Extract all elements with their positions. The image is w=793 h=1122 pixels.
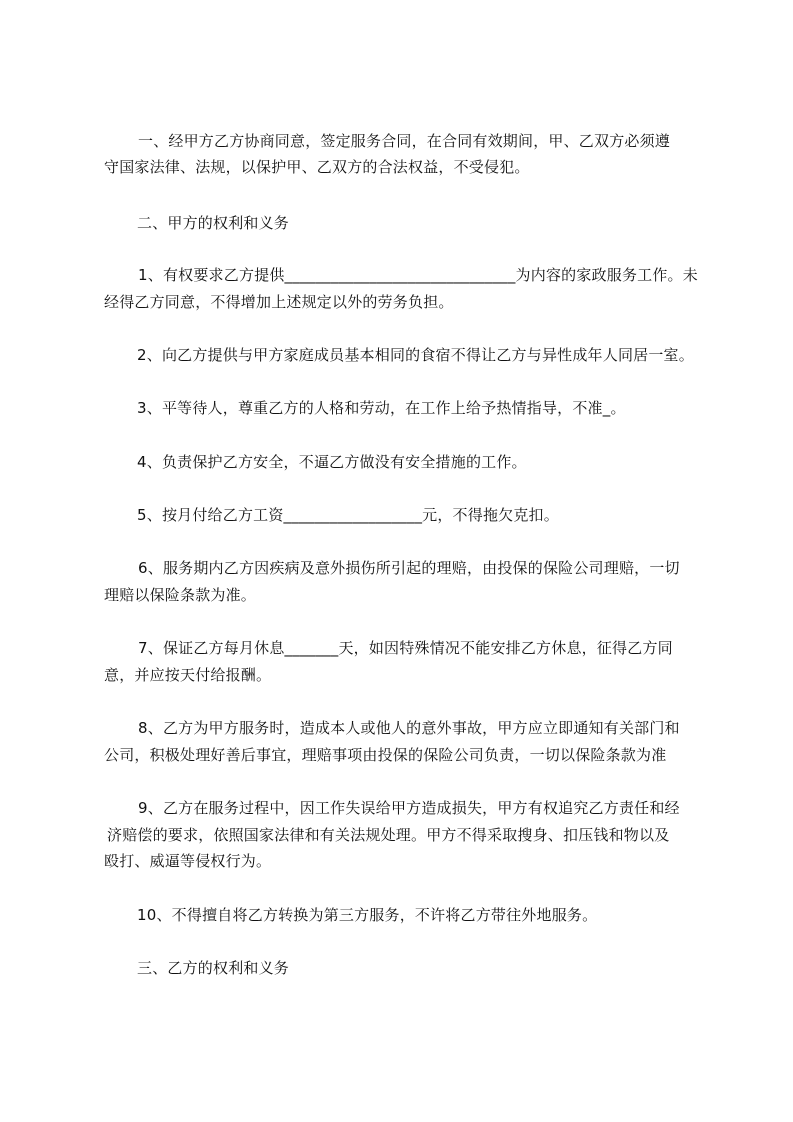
item-9-line-2: 济赔偿的要求，依照国家法律和有关法规处理。甲方不得采取搜身、扣压钱和物以及 bbox=[107, 826, 670, 844]
item-1-line-1: 1、有权要求乙方提供______________________________为内容的家政服务工作。未 bbox=[138, 266, 698, 284]
item-4-line: 4、负责保护乙方安全，不逼乙方做没有安全措施的工作。 bbox=[137, 453, 527, 471]
item-9-line-1: 9、乙方在服务过程中，因工作失误给甲方造成损失，甲方有权追究乙方责任和经 bbox=[138, 799, 680, 817]
clause-1-line-2: 守国家法律、法规，以保护甲、乙双方的合法权益，不受侵犯。 bbox=[104, 158, 530, 176]
item-2-line: 2、向乙方提供与甲方家庭成员基本相同的食宿不得让乙方与异性成年人同居一室。 bbox=[137, 346, 694, 364]
item-8-line-1: 8、乙方为甲方服务时，造成本人或他人的意外事故，甲方应立即通知有关部门和 bbox=[138, 719, 680, 737]
item-7-line-1: 7、保证乙方每月休息_______天，如因特殊情况不能安排乙方休息，征得乙方同 bbox=[138, 639, 673, 657]
item-6-line-2: 理赔以保险条款为准。 bbox=[104, 586, 257, 604]
section-3-heading: 三、乙方的权利和义务 bbox=[137, 959, 290, 977]
item-6-line-1: 6、服务期内乙方因疾病及意外损伤所引起的理赔，由投保的保险公司理赔，一切 bbox=[138, 559, 680, 577]
item-9-line-3: 殴打、威逼等侵权行为。 bbox=[104, 852, 272, 870]
item-10-line: 10、不得擅自将乙方转换为第三方服务，不许将乙方带往外地服务。 bbox=[137, 906, 598, 924]
item-5-line: 5、按月付给乙方工资__________________元，不得拖欠克扣。 bbox=[137, 506, 559, 524]
item-7-line-2: 意，并应按天付给报酬。 bbox=[104, 666, 272, 684]
item-3-line: 3、平等待人，尊重乙方的人格和劳动，在工作上给予热情指导，不准_。 bbox=[137, 399, 626, 417]
item-1-line-2: 经得乙方同意，不得增加上述规定以外的劳务负担。 bbox=[104, 293, 454, 311]
item-8-line-2: 公司，积极处理好善后事宜，理赔事项由投保的保险公司负责，一切以保险条款为准 bbox=[104, 746, 667, 764]
clause-1-line-1: 一、经甲方乙方协商同意，签定服务合同，在合同有效期间，甲、乙双方必须遵 bbox=[138, 132, 671, 150]
section-2-heading: 二、甲方的权利和义务 bbox=[137, 214, 290, 232]
